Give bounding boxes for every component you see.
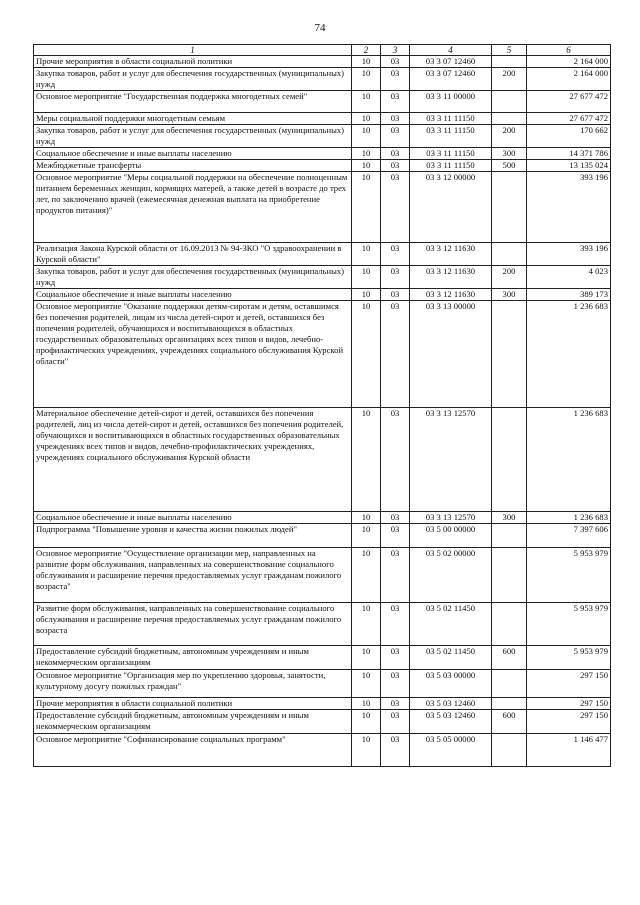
table-row — [34, 301, 611, 408]
header-col-3: 3 — [381, 45, 410, 56]
cell-rz: 10 — [352, 68, 381, 91]
cell-sum: 13 135 024 — [527, 160, 611, 172]
cell-csr: 03 5 03 00000 — [410, 670, 492, 698]
cell-rz: 10 — [352, 113, 381, 125]
cell-name: Прочие мероприятия в области социальной политики — [34, 698, 352, 710]
cell-pr: 03 — [381, 408, 410, 512]
cell-pr: 03 — [381, 710, 410, 734]
cell-csr: 03 5 05 00000 — [410, 734, 492, 767]
table-row — [34, 524, 611, 548]
cell-pr: 03 — [381, 512, 410, 524]
cell-name: Подпрограмма "Повышение уровня и качества жизни пожилых людей" — [34, 524, 352, 548]
table-row — [34, 603, 611, 646]
cell-vr: 200 — [492, 68, 527, 91]
cell-name: Основное мероприятие "Государственная поддержка многодетных семей" — [34, 91, 352, 113]
cell-vr: 300 — [492, 289, 527, 301]
cell-vr — [492, 734, 527, 767]
cell-vr: 200 — [492, 266, 527, 289]
table-row — [34, 113, 611, 125]
header-col-5: 5 — [492, 45, 527, 56]
cell-csr: 03 3 12 11630 — [410, 266, 492, 289]
cell-csr: 03 3 11 11150 — [410, 148, 492, 160]
cell-pr: 03 — [381, 301, 410, 408]
cell-rz: 10 — [352, 512, 381, 524]
cell-name: Развитие форм обслуживания, направленных на совершенствование социального обслуживания и расширение перечня предоставляемых услуг гражданам пожилого возраста — [34, 603, 352, 646]
cell-csr: 03 5 03 12460 — [410, 710, 492, 734]
cell-name: Меры социальной поддержки многодетным семьям — [34, 113, 352, 125]
cell-rz: 10 — [352, 243, 381, 266]
cell-name: Предоставление субсидий бюджетным, автономным учреждениям и иным некоммерческим организациям — [34, 646, 352, 670]
table-row — [34, 670, 611, 698]
cell-rz: 10 — [352, 670, 381, 698]
header-col-1: 1 — [34, 45, 352, 56]
cell-sum: 297 150 — [527, 670, 611, 698]
cell-pr: 03 — [381, 68, 410, 91]
table-row — [34, 710, 611, 734]
cell-vr: 300 — [492, 512, 527, 524]
cell-vr — [492, 172, 527, 243]
cell-sum: 4 023 — [527, 266, 611, 289]
table-row — [34, 243, 611, 266]
header-row — [34, 45, 611, 56]
page-number: 74 — [314, 22, 326, 34]
cell-name: Основное мероприятие "Оказание поддержки детям-сиротам и детям, оставшимся без попечения родителей, лицам из числа детей-сирот и детей, оставшихся без попечения родителей, обучающихся и воспитывающихся в областных государственных образовательных организациях всех типов и видов, лечебно-профилактических учреждениях, учреждениях социального обслуживания Курской области" — [34, 301, 352, 408]
cell-rz: 10 — [352, 603, 381, 646]
cell-csr: 03 3 12 11630 — [410, 243, 492, 266]
cell-pr: 03 — [381, 524, 410, 548]
table-row — [34, 125, 611, 148]
cell-sum: 1 236 683 — [527, 408, 611, 512]
cell-name: Социальное обеспечение и иные выплаты населению — [34, 148, 352, 160]
cell-vr — [492, 56, 527, 68]
cell-vr — [492, 548, 527, 603]
cell-sum: 297 150 — [527, 698, 611, 710]
cell-vr — [492, 91, 527, 113]
header-col-6: 6 — [527, 45, 611, 56]
cell-pr: 03 — [381, 56, 410, 68]
table-row — [34, 56, 611, 68]
table-row — [34, 148, 611, 160]
cell-rz: 10 — [352, 125, 381, 148]
cell-vr: 300 — [492, 148, 527, 160]
cell-rz: 10 — [352, 710, 381, 734]
cell-pr: 03 — [381, 698, 410, 710]
cell-pr: 03 — [381, 148, 410, 160]
cell-vr: 200 — [492, 125, 527, 148]
cell-pr: 03 — [381, 548, 410, 603]
cell-sum: 1 236 683 — [527, 301, 611, 408]
table-row — [34, 408, 611, 512]
cell-name: Реализация Закона Курской области от 16.09.2013 № 94-ЗКО "О здравоохранении в Курской области" — [34, 243, 352, 266]
cell-sum: 14 371 786 — [527, 148, 611, 160]
cell-csr: 03 3 11 11150 — [410, 160, 492, 172]
cell-vr: 600 — [492, 710, 527, 734]
cell-pr: 03 — [381, 603, 410, 646]
cell-name: Закупка товаров, работ и услуг для обеспечения государственных (муниципальных) нужд — [34, 68, 352, 91]
cell-name: Прочие мероприятия в области социальной политики — [34, 56, 352, 68]
cell-vr — [492, 524, 527, 548]
table-row — [34, 734, 611, 767]
cell-sum: 5 953 979 — [527, 646, 611, 670]
table-row — [34, 68, 611, 91]
cell-rz: 10 — [352, 56, 381, 68]
cell-rz: 10 — [352, 91, 381, 113]
cell-name: Материальное обеспечение детей-сирот и детей, оставшихся без попечения родителей, лиц из числа детей-сирот и детей, оставшихся без попечения родителей, обучающихся и воспитывающихся в областных государственных образовательных учреждениях всех типов и видов, лечебно-профилактических учреждениях, учреждениях социального обслуживания Курской области — [34, 408, 352, 512]
cell-csr: 03 3 13 12570 — [410, 512, 492, 524]
cell-pr: 03 — [381, 113, 410, 125]
cell-vr — [492, 301, 527, 408]
cell-vr: 500 — [492, 160, 527, 172]
cell-pr: 03 — [381, 734, 410, 767]
table-row — [34, 160, 611, 172]
cell-csr: 03 3 11 00000 — [410, 91, 492, 113]
header-col-2: 2 — [352, 45, 381, 56]
table-row — [34, 512, 611, 524]
cell-name: Основное мероприятие "Осуществление организации мер, направленных на развитие форм обслуживания, направленных на совершенствование социального обслуживания и расширение перечня предоставляемых услуг гражданам пожилого возраста" — [34, 548, 352, 603]
table-row — [34, 172, 611, 243]
cell-name: Основное мероприятие "Организация мер по укреплению здоровья, занятости, культурному досугу пожилых граждан" — [34, 670, 352, 698]
cell-name: Межбюджетные трансферты — [34, 160, 352, 172]
cell-vr — [492, 603, 527, 646]
cell-vr — [492, 243, 527, 266]
cell-csr: 03 5 02 00000 — [410, 548, 492, 603]
cell-csr: 03 3 12 11630 — [410, 289, 492, 301]
cell-csr: 03 3 13 12570 — [410, 408, 492, 512]
cell-sum: 1 146 477 — [527, 734, 611, 767]
cell-csr: 03 5 00 00000 — [410, 524, 492, 548]
cell-rz: 10 — [352, 524, 381, 548]
budget-table — [33, 44, 611, 767]
cell-sum: 2 164 000 — [527, 68, 611, 91]
cell-rz: 10 — [352, 734, 381, 767]
cell-rz: 10 — [352, 646, 381, 670]
cell-vr — [492, 408, 527, 512]
cell-csr: 03 3 11 11150 — [410, 113, 492, 125]
cell-pr: 03 — [381, 91, 410, 113]
cell-rz: 10 — [352, 698, 381, 710]
cell-sum: 297 150 — [527, 710, 611, 734]
cell-sum: 27 677 472 — [527, 113, 611, 125]
cell-rz: 10 — [352, 160, 381, 172]
cell-pr: 03 — [381, 266, 410, 289]
cell-rz: 10 — [352, 548, 381, 603]
cell-pr: 03 — [381, 160, 410, 172]
cell-sum: 2 164 000 — [527, 56, 611, 68]
cell-name: Основное мероприятие "Меры социальной поддержки на обеспечение полноценным питанием беременных женщин, кормящих матерей, а также детей в возрасте до трех лет, по заключению врачей (ежемесячная денежная выплата на приобретение продуктов питания)" — [34, 172, 352, 243]
cell-vr — [492, 698, 527, 710]
cell-csr: 03 3 12 00000 — [410, 172, 492, 243]
cell-name: Социальное обеспечение и иные выплаты населению — [34, 512, 352, 524]
cell-pr: 03 — [381, 670, 410, 698]
cell-sum: 27 677 472 — [527, 91, 611, 113]
cell-rz: 10 — [352, 289, 381, 301]
cell-sum: 393 196 — [527, 172, 611, 243]
cell-name: Социальное обеспечение и иные выплаты населению — [34, 289, 352, 301]
cell-pr: 03 — [381, 289, 410, 301]
cell-csr: 03 3 07 12460 — [410, 68, 492, 91]
cell-vr — [492, 113, 527, 125]
cell-csr: 03 3 07 12460 — [410, 56, 492, 68]
cell-sum: 393 196 — [527, 243, 611, 266]
cell-pr: 03 — [381, 243, 410, 266]
cell-csr: 03 3 13 00000 — [410, 301, 492, 408]
table-row — [34, 266, 611, 289]
cell-rz: 10 — [352, 148, 381, 160]
cell-sum: 389 173 — [527, 289, 611, 301]
cell-vr: 600 — [492, 646, 527, 670]
table-row — [34, 289, 611, 301]
table-row — [34, 548, 611, 603]
cell-vr — [492, 670, 527, 698]
cell-csr: 03 5 02 11450 — [410, 603, 492, 646]
cell-name: Закупка товаров, работ и услуг для обеспечения государственных (муниципальных) нужд — [34, 125, 352, 148]
cell-sum: 170 662 — [527, 125, 611, 148]
table-row — [34, 698, 611, 710]
cell-sum: 7 397 606 — [527, 524, 611, 548]
cell-name: Предоставление субсидий бюджетным, автономным учреждениям и иным некоммерческим организациям — [34, 710, 352, 734]
cell-rz: 10 — [352, 408, 381, 512]
header-col-4: 4 — [410, 45, 492, 56]
table-row — [34, 646, 611, 670]
cell-name: Основное мероприятие "Софинансирование социальных программ" — [34, 734, 352, 767]
cell-rz: 10 — [352, 266, 381, 289]
cell-sum: 5 953 979 — [527, 603, 611, 646]
cell-csr: 03 5 03 12460 — [410, 698, 492, 710]
cell-rz: 10 — [352, 301, 381, 408]
cell-pr: 03 — [381, 646, 410, 670]
cell-name: Закупка товаров, работ и услуг для обеспечения государственных (муниципальных) нужд — [34, 266, 352, 289]
cell-sum: 1 236 683 — [527, 512, 611, 524]
cell-sum: 5 953 979 — [527, 548, 611, 603]
cell-pr: 03 — [381, 125, 410, 148]
cell-csr: 03 3 11 11150 — [410, 125, 492, 148]
table-row — [34, 91, 611, 113]
cell-csr: 03 5 02 11450 — [410, 646, 492, 670]
cell-rz: 10 — [352, 172, 381, 243]
cell-pr: 03 — [381, 172, 410, 243]
